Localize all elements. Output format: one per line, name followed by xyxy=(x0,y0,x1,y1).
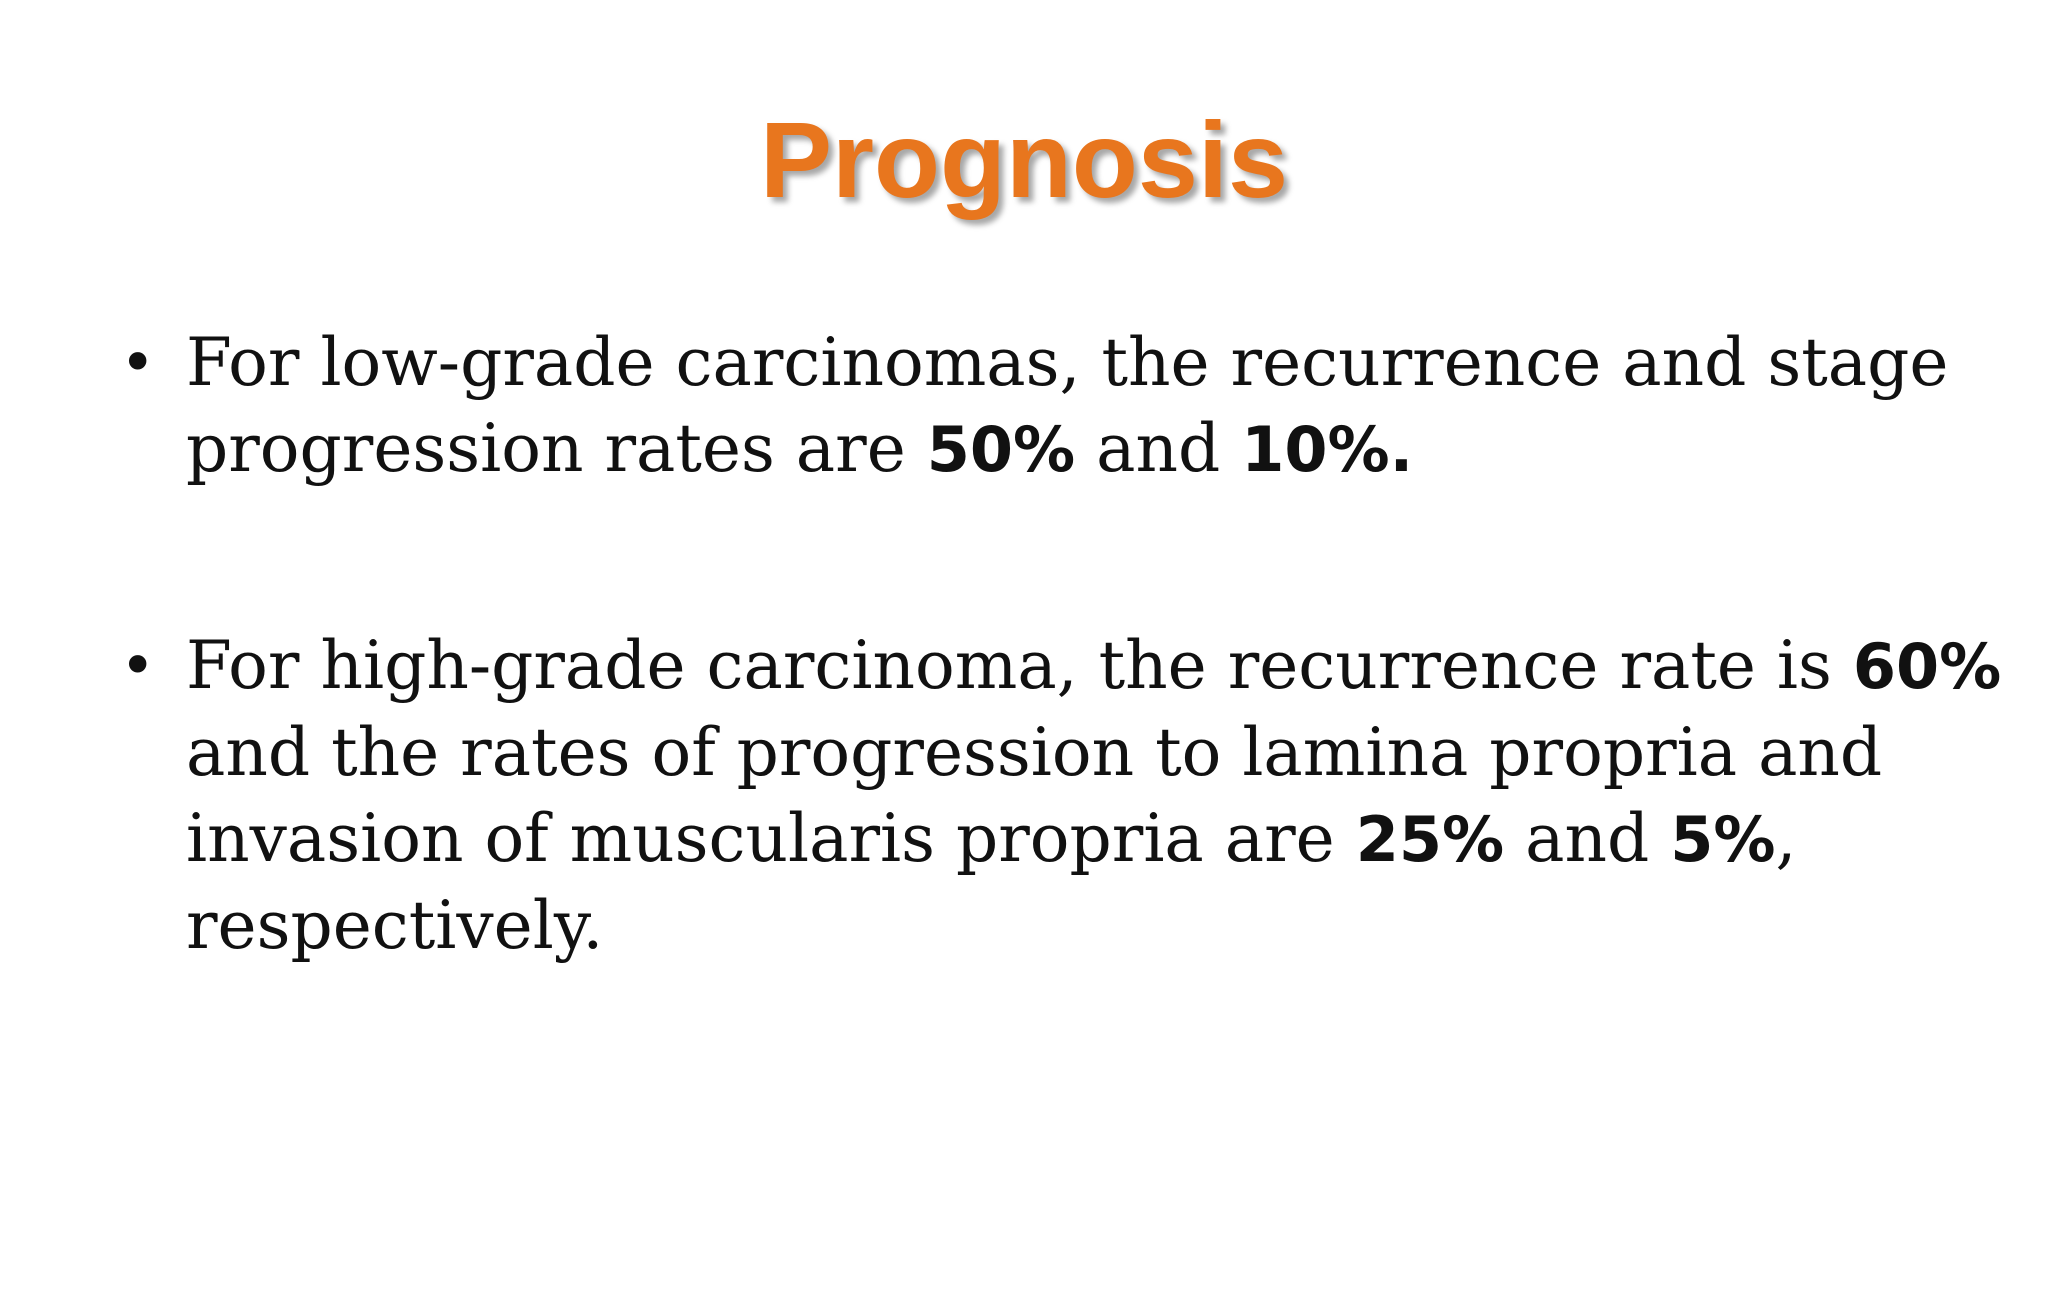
text-line xyxy=(186,623,2002,710)
bold-value: 10%. xyxy=(1241,413,1414,486)
text-run: respectively. xyxy=(186,887,604,964)
bullet-item xyxy=(120,320,1980,493)
bullet-text xyxy=(186,623,2002,969)
bold-value: 50% xyxy=(926,413,1076,486)
bold-value: 5% xyxy=(1670,803,1776,876)
bold-value: 60% xyxy=(1852,630,2002,703)
text-run: For high-grade carcinoma, the recurrence rate is xyxy=(186,627,1853,704)
text-run: and the rates of progression to lamina propria and xyxy=(186,714,1883,791)
bullet-point-icon: • xyxy=(120,328,156,398)
slide-title: Prognosis xyxy=(759,99,1289,220)
text-line xyxy=(186,320,1980,406)
text-line xyxy=(186,710,1980,796)
text-run: and xyxy=(1504,800,1671,877)
text-line xyxy=(186,883,1980,969)
text-run: progression rates are xyxy=(186,410,927,487)
text-run: For low-grade carcinomas, the recurrence and stage xyxy=(186,324,1949,401)
text-line xyxy=(186,406,1980,493)
text-run: invasion of muscularis propria are xyxy=(186,800,1356,877)
bullet-item xyxy=(120,623,2002,969)
text-line xyxy=(186,796,1980,883)
text-run: , xyxy=(1775,800,1797,877)
bullet-point-icon: • xyxy=(120,631,156,701)
text-run: and xyxy=(1075,410,1242,487)
bullet-text xyxy=(186,320,1980,493)
bold-value: 25% xyxy=(1355,803,1505,876)
